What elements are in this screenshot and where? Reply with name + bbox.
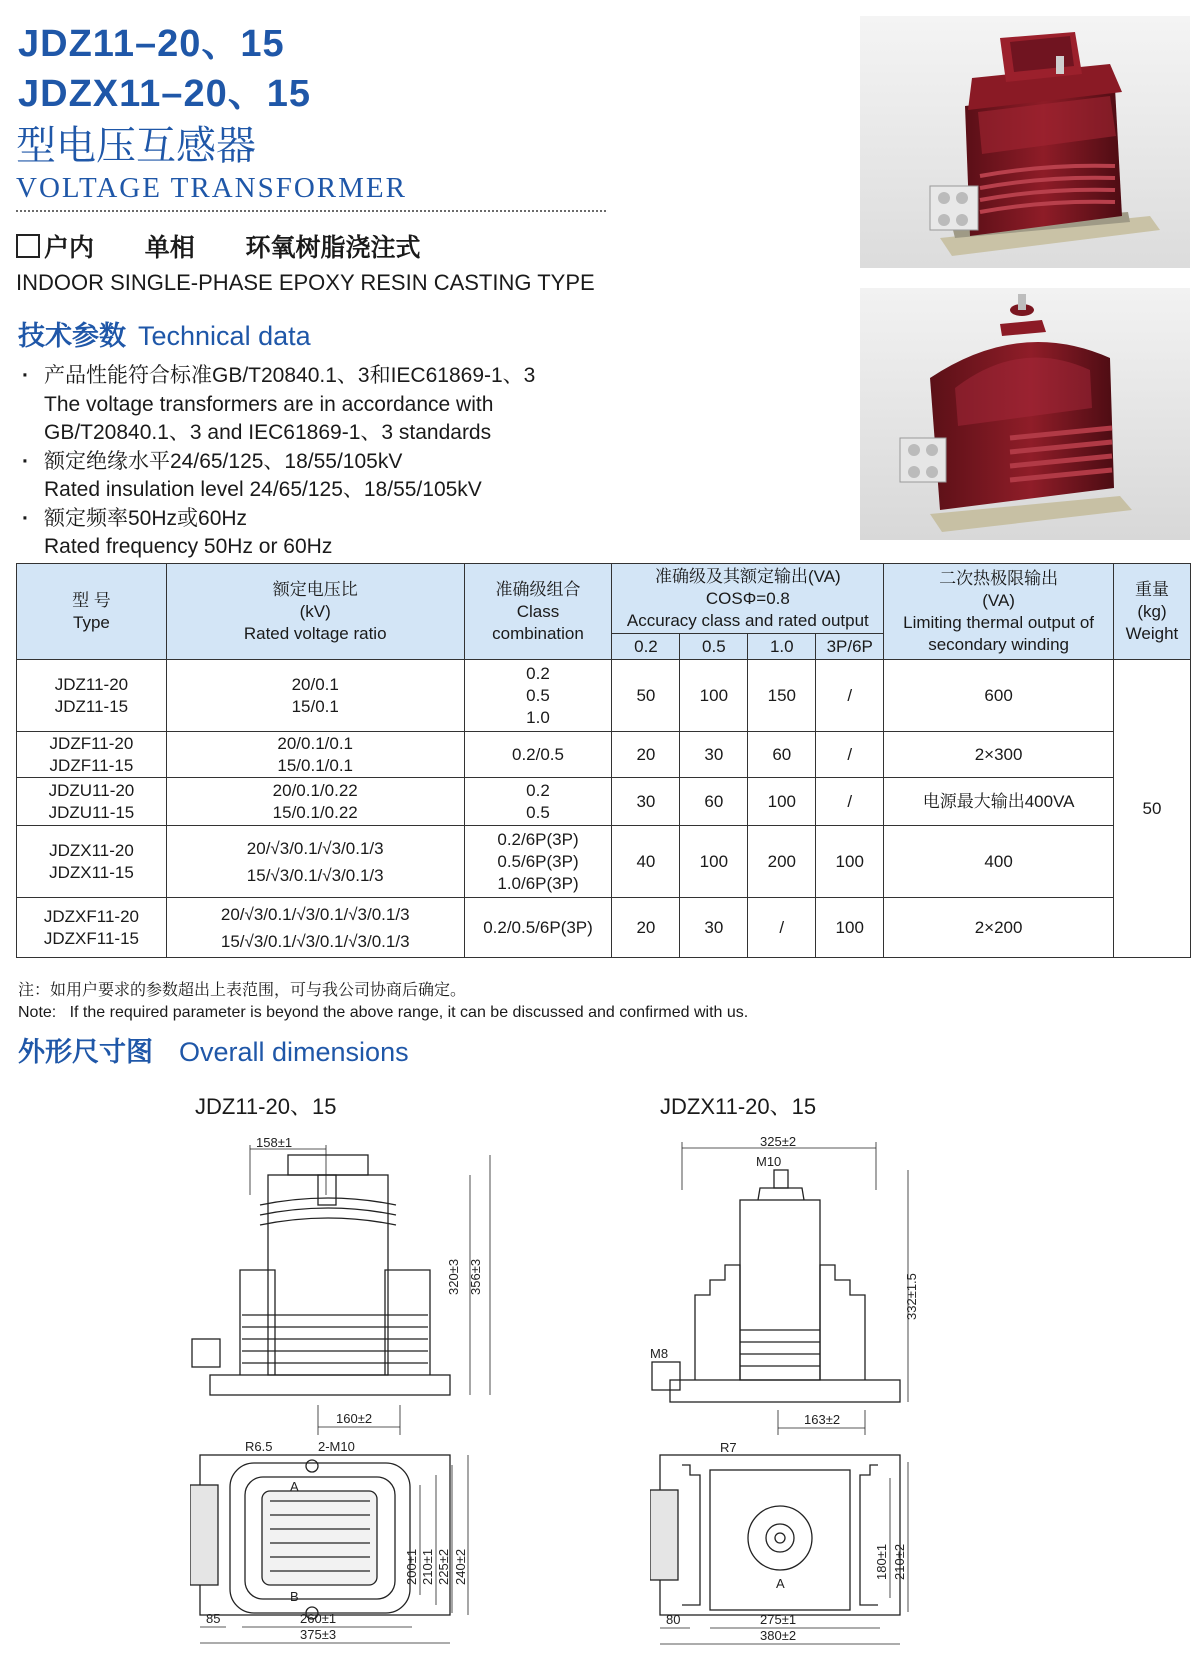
cell-ratio: 20/√3/0.1/√3/0.1/√3/0.1/3 15/√3/0.1/√3/0.1/√3/0.1/3	[166, 898, 464, 958]
dim-width-3: 380±2	[760, 1628, 797, 1643]
cell-02: 40	[612, 826, 680, 898]
bullet-frequency-en: Rated frequency 50Hz or 60Hz	[44, 535, 333, 558]
dim-top-width: 325±2	[760, 1134, 797, 1149]
dim-width-1: 85	[206, 1611, 221, 1626]
spec-table	[16, 563, 1191, 958]
bullet-frequency-cn: · 额定频率50Hz或60Hz	[22, 505, 535, 534]
dim-depth-2: 210±2	[892, 1543, 907, 1580]
note	[18, 980, 748, 1024]
cell-ratio: 20/0.1/0.1 15/0.1/0.1	[166, 732, 464, 778]
drawing-label-jdzx: JDZX11-20、15	[660, 1094, 817, 1119]
header-accuracy: 准确级及其额定输出(VA) COSΦ=0.8 Accuracy class and rated output	[612, 564, 884, 634]
cell-10: /	[748, 898, 816, 958]
bullet-standard-cn: · 产品性能符合标准GB/T20840.1、3和IEC61869-1、3	[22, 362, 535, 391]
cell-10: 200	[748, 826, 816, 898]
cell-type: JDZX11-20 JDZX11-15	[17, 826, 167, 898]
cell-3p6p: 100	[816, 826, 884, 898]
drawing-jdzx	[650, 1130, 990, 1655]
dim-m8: M8	[650, 1346, 669, 1361]
table-row	[17, 778, 1191, 826]
dim-depth-4: 240±2	[453, 1548, 468, 1585]
dim-height-1: 320±3	[446, 1258, 461, 1295]
title-english: VOLTAGE TRANSFORMER	[16, 172, 407, 204]
technical-bullets	[22, 362, 535, 562]
dim-width-3: 375±3	[300, 1627, 337, 1642]
cell-05: 100	[680, 826, 748, 898]
bullet-standard-en2: GB/T20840.1、3 and IEC61869-1、3 standards	[44, 421, 492, 444]
bullet-standard-en1: The voltage transformers are in accordance with	[44, 392, 494, 416]
cell-05: 30	[680, 732, 748, 778]
cell-10: 100	[748, 778, 816, 826]
drawing-label-jdz: JDZ11-20、15	[195, 1094, 337, 1119]
dim-depth-2: 210±1	[420, 1548, 435, 1585]
cell-class: 0.2/0.5	[464, 732, 612, 778]
title-divider	[16, 210, 606, 212]
dim-width-1: 80	[666, 1612, 681, 1627]
header-weight: 重量 (kg) Weight	[1113, 564, 1190, 660]
product-photo-jdzx	[860, 288, 1190, 540]
cell-type: JDZ11-20 JDZ11-15	[17, 660, 167, 732]
dim-base: 160±2	[336, 1411, 373, 1426]
bullet-insulation-cn: · 额定绝缘水平24/65/125、18/55/105kV	[22, 448, 535, 477]
header-type: 型 号 Type	[17, 564, 167, 660]
cell-limit: 电源最大输出400VA	[884, 778, 1114, 826]
dim-height: 332±1.5	[904, 1273, 919, 1320]
title-chinese: 型电压互感器	[16, 123, 256, 169]
dim-bolt: M10	[756, 1154, 782, 1169]
cell-type: JDZF11-20 JDZF11-15	[17, 732, 167, 778]
title-model-1: JDZ11–20、15	[18, 23, 285, 65]
cell-limit: 2×300	[884, 732, 1114, 778]
cell-3p6p: /	[816, 732, 884, 778]
cell-ratio: 20/0.1 15/0.1	[166, 660, 464, 732]
features-chinese	[16, 228, 462, 264]
dim-base: 163±2	[804, 1412, 841, 1427]
cell-02: 20	[612, 732, 680, 778]
header-acc-10: 1.0	[748, 634, 816, 660]
cell-3p6p: /	[816, 660, 884, 732]
cell-class: 0.2/6P(3P) 0.5/6P(3P) 1.0/6P(3P)	[464, 826, 612, 898]
label-a: A	[776, 1576, 785, 1591]
cell-10: 60	[748, 732, 816, 778]
cell-limit: 400	[884, 826, 1114, 898]
cell-02: 50	[612, 660, 680, 732]
table-row	[17, 660, 1191, 732]
cell-type: JDZU11-20 JDZU11-15	[17, 778, 167, 826]
dim-holes: 2-M10	[318, 1439, 355, 1454]
note-chinese: 注：如用户要求的参数超出上表范围，可与我公司协商后确定。	[18, 982, 467, 999]
feature-epoxy: 环氧树脂浇注式	[245, 233, 421, 262]
table-row	[17, 898, 1191, 958]
cell-class: 0.2 0.5 1.0	[464, 660, 612, 732]
features-english: INDOOR SINGLE-PHASE EPOXY RESIN CASTING TYPE	[16, 270, 595, 295]
label-a: A	[290, 1479, 299, 1494]
dim-width-2: 275±1	[760, 1612, 797, 1627]
table-row	[17, 732, 1191, 778]
drawing-jdz	[190, 1135, 530, 1655]
cell-weight: 50	[1113, 660, 1190, 958]
cell-02: 30	[612, 778, 680, 826]
dim-height-2: 356±3	[468, 1258, 483, 1295]
header-acc-3p6p: 3P/6P	[816, 634, 884, 660]
header-ratio: 额定电压比 (kV) Rated voltage ratio	[166, 564, 464, 660]
product-photo-jdz	[860, 16, 1190, 268]
label-b: B	[290, 1589, 299, 1604]
feature-indoor: 户内	[16, 233, 94, 262]
dimensions-heading: 外形尺寸图 Overall dimensions	[18, 1037, 409, 1068]
cell-limit: 2×200	[884, 898, 1114, 958]
dim-radius: R7	[720, 1440, 737, 1455]
cell-ratio: 20/√3/0.1/√3/0.1/3 15/√3/0.1/√3/0.1/3	[166, 826, 464, 898]
header-limit: 二次热极限输出 (VA) Limiting thermal output of secondary winding	[884, 564, 1114, 660]
dim-depth-1: 180±1	[874, 1543, 889, 1580]
cell-limit: 600	[884, 660, 1114, 732]
cell-05: 60	[680, 778, 748, 826]
dim-radius: R6.5	[245, 1439, 273, 1454]
cell-3p6p: 100	[816, 898, 884, 958]
cell-02: 20	[612, 898, 680, 958]
cell-3p6p: /	[816, 778, 884, 826]
cell-ratio: 20/0.1/0.22 15/0.1/0.22	[166, 778, 464, 826]
cell-05: 30	[680, 898, 748, 958]
note-english: Note: If the required parameter is beyond the above range, it can be discussed and confirmed with us.	[18, 1004, 749, 1021]
table-row	[17, 826, 1191, 898]
checkbox-icon	[16, 234, 40, 258]
header-acc-02: 0.2	[612, 634, 680, 660]
cell-10: 150	[748, 660, 816, 732]
cell-type: JDZXF11-20 JDZXF11-15	[17, 898, 167, 958]
cell-class: 0.2 0.5	[464, 778, 612, 826]
technical-data-heading: 技术参数 Technical data	[18, 321, 311, 352]
dim-width-2: 260±1	[300, 1611, 337, 1626]
header-acc-05: 0.5	[680, 634, 748, 660]
transformer-jdz-image	[860, 16, 1190, 268]
dim-top-width: 158±1	[256, 1135, 293, 1150]
bullet-insulation-en: Rated insulation level 24/65/125、18/55/105kV	[44, 478, 482, 501]
cell-class: 0.2/0.5/6P(3P)	[464, 898, 612, 958]
dim-depth-3: 225±2	[436, 1548, 451, 1585]
cell-05: 100	[680, 660, 748, 732]
header-class: 准确级组合 Class combination	[464, 564, 612, 660]
transformer-jdzx-image	[860, 288, 1190, 540]
feature-single-phase: 单相	[144, 233, 195, 262]
dim-depth-1: 200±1	[404, 1548, 419, 1585]
title-model-2: JDZX11–20、15	[18, 73, 311, 115]
